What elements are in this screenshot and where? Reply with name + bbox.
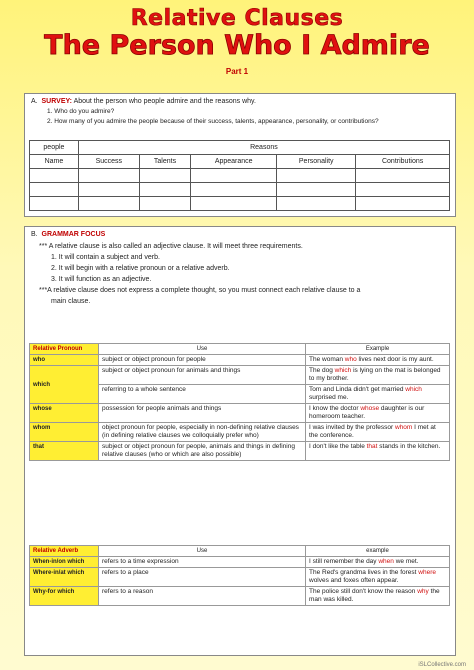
survey-label: SURVEY: xyxy=(41,98,72,105)
table-cell[interactable] xyxy=(191,197,277,211)
table-cell[interactable] xyxy=(139,169,190,183)
header-use: Use xyxy=(99,344,306,355)
use-cell: refers to a reason xyxy=(99,587,306,606)
title-line-2: The Person Who I Admire xyxy=(44,30,430,61)
table-row xyxy=(30,355,450,366)
example-cell: I was invited by the professor whom I met at the conference. xyxy=(306,423,450,442)
table-cell[interactable] xyxy=(191,169,277,183)
example-cell: The woman who lives next door is my aunt. xyxy=(306,355,450,366)
pronoun-which: which xyxy=(30,366,99,404)
col-contributions: Contributions xyxy=(356,155,450,169)
table-row xyxy=(30,197,450,211)
header-example: example xyxy=(306,546,450,557)
survey-panel xyxy=(24,93,456,217)
table-row xyxy=(30,169,450,183)
use-cell: referring to a whole sentence xyxy=(99,385,306,404)
grammar-note-line-1: ***A relative clause does not express a complete thought, so you must connect each relative clause to a xyxy=(39,287,361,294)
adverb-where: Where-in/at which xyxy=(30,568,99,587)
pronoun-that: that xyxy=(30,442,99,461)
adverb-why: Why-for which xyxy=(30,587,99,606)
use-cell: refers to a place xyxy=(99,568,306,587)
table-cell[interactable] xyxy=(78,197,139,211)
header-relative-pronoun: Relative Pronoun xyxy=(30,344,99,355)
example-cell: The Red's grandma lives in the forest where wolves and foxes often appear. xyxy=(306,568,450,587)
use-cell: object pronoun for people, especially in non-defining relative clauses (in defining relative clauses we colloquially prefer who) xyxy=(99,423,306,442)
col-appearance: Appearance xyxy=(191,155,277,169)
survey-question-2: 2. How many of you admire the people because of their success, talents, appearance, personality, or contributions? xyxy=(47,118,379,125)
section-letter: A. xyxy=(31,98,38,105)
table-row xyxy=(30,423,450,442)
survey-description: About the person who people admire and the reasons why. xyxy=(73,98,256,105)
pronoun-whom: whom xyxy=(30,423,99,442)
relative-adverb-table xyxy=(29,545,450,606)
table-cell[interactable] xyxy=(356,183,450,197)
table-cell[interactable] xyxy=(78,183,139,197)
table-row xyxy=(30,587,450,606)
table-cell[interactable] xyxy=(356,169,450,183)
section-letter: B. xyxy=(31,231,38,238)
example-cell: Tom and Linda didn't get married which surprised me. xyxy=(306,385,450,404)
use-cell: subject or object pronoun for people xyxy=(99,355,306,366)
use-cell: subject or object pronoun for animals and things xyxy=(99,366,306,385)
example-cell: The dog which is lying on the mat is belonged to my brother. xyxy=(306,366,450,385)
example-cell: The police still don't know the reason why the man was killed. xyxy=(306,587,450,606)
table-cell[interactable] xyxy=(78,169,139,183)
header-use: Use xyxy=(99,546,306,557)
grammar-intro: *** A relative clause is also called an adjective clause. It will meet three requirements. xyxy=(39,243,303,250)
adverb-when: When-in/on which xyxy=(30,557,99,568)
col-talents: Talents xyxy=(139,155,190,169)
header-people: people xyxy=(30,141,79,155)
header-relative-adverb: Relative Adverb xyxy=(30,546,99,557)
table-row xyxy=(30,404,450,423)
table-cell[interactable] xyxy=(30,169,79,183)
table-cell[interactable] xyxy=(139,183,190,197)
use-cell: possession for people animals and things xyxy=(99,404,306,423)
example-cell: I still remember the day when we met. xyxy=(306,557,450,568)
col-personality: Personality xyxy=(277,155,356,169)
part-label: Part 1 xyxy=(225,67,249,76)
header-example: Example xyxy=(306,344,450,355)
requirement-1: 1. It will contain a subject and verb. xyxy=(51,254,160,261)
table-row xyxy=(30,366,450,385)
pronoun-who: who xyxy=(30,355,99,366)
table-cell[interactable] xyxy=(277,197,356,211)
title-line-1: Relative Clauses xyxy=(130,6,344,31)
grammar-note-line-2: main clause. xyxy=(51,298,91,305)
requirement-2: 2. It will begin with a relative pronoun or a relative adverb. xyxy=(51,265,230,272)
footer-watermark: iSLCollective.com xyxy=(418,662,466,668)
table-row xyxy=(30,557,450,568)
table-cell[interactable] xyxy=(139,197,190,211)
table-cell[interactable] xyxy=(277,183,356,197)
table-row xyxy=(30,568,450,587)
table-cell[interactable] xyxy=(30,183,79,197)
table-cell[interactable] xyxy=(30,197,79,211)
table-cell[interactable] xyxy=(191,183,277,197)
grammar-notes xyxy=(39,241,455,307)
pronoun-whose: whose xyxy=(30,404,99,423)
col-name: Name xyxy=(30,155,79,169)
table-cell[interactable] xyxy=(356,197,450,211)
grammar-heading xyxy=(31,231,455,238)
survey-question-1: 1. Who do you admire? xyxy=(47,108,115,115)
example-cell: I don't like the table that stands in the kitchen. xyxy=(306,442,450,461)
table-row xyxy=(30,183,450,197)
col-success: Success xyxy=(78,155,139,169)
table-row xyxy=(30,442,450,461)
header-reasons: Reasons xyxy=(78,141,449,155)
survey-heading xyxy=(31,98,455,105)
example-cell: I know the doctor whose daughter is our homeroom teacher. xyxy=(306,404,450,423)
survey-table xyxy=(29,140,450,211)
grammar-label: GRAMMAR FOCUS xyxy=(41,231,106,238)
requirement-3: 3. It will function as an adjective. xyxy=(51,276,152,283)
relative-pronoun-table xyxy=(29,343,450,461)
use-cell: refers to a time expression xyxy=(99,557,306,568)
use-cell: subject or object pronoun for people, animals and things in defining relative clauses (who or which are also possible) xyxy=(99,442,306,461)
table-cell[interactable] xyxy=(277,169,356,183)
grammar-panel xyxy=(24,226,456,656)
